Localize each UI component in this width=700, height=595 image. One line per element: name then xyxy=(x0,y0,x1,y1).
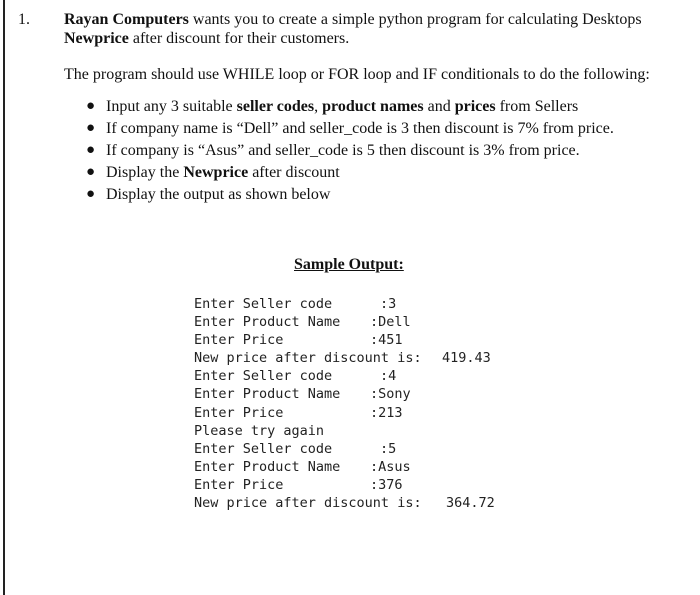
text-run: , xyxy=(314,98,323,115)
console-input-value: :5 xyxy=(380,440,397,457)
console-input-value: :451 xyxy=(370,332,403,349)
bold-text: Rayan Computers xyxy=(64,11,189,28)
requirements-list xyxy=(64,97,664,204)
bullet-icon: ● xyxy=(86,120,96,136)
console-label: Enter Price xyxy=(194,332,284,349)
bold-text: product names xyxy=(322,98,424,115)
text-run: If company name is “Dell” and seller_code is 3 then discount is 7% from price. xyxy=(106,120,614,137)
requirement-item xyxy=(64,119,664,138)
text-run: If company is “Asus” and seller_code is 5 then discount is 3% from price. xyxy=(106,142,580,159)
console-label: Enter Seller code xyxy=(194,296,333,312)
question-intro xyxy=(64,10,664,48)
console-input-value: :213 xyxy=(370,404,403,421)
console-input-value: :Dell xyxy=(370,314,411,331)
question-block xyxy=(18,10,664,207)
console-input-value: :Asus xyxy=(370,458,411,475)
console-result-value: 364.72 xyxy=(446,495,495,512)
text-run: after discount for their customers. xyxy=(128,30,350,47)
text-run: Input any 3 suitable xyxy=(106,98,237,115)
requirement-item xyxy=(64,141,664,160)
text-run: Display the xyxy=(106,164,184,181)
left-border-line xyxy=(3,0,5,595)
requirement-item xyxy=(64,163,664,182)
console-label: Please try again xyxy=(194,422,325,439)
program-instructions: The program should use WHILE loop or FOR loop and IF conditionals to do the following: xyxy=(64,66,650,83)
console-label: Enter Product Name xyxy=(194,458,341,475)
bold-text: prices xyxy=(454,98,496,115)
console-label: Enter Seller code xyxy=(194,440,333,457)
console-input-value: :4 xyxy=(380,368,397,385)
bold-text: seller codes xyxy=(236,98,315,115)
requirement-item xyxy=(64,185,664,204)
console-input-value: :376 xyxy=(370,476,403,493)
text-run: from Sellers xyxy=(495,98,579,115)
text-run: after discount xyxy=(248,164,340,181)
bullet-icon: ● xyxy=(86,186,96,202)
console-label: New price after discount is: xyxy=(194,350,422,367)
bullet-icon: ● xyxy=(86,142,96,158)
text-run: Display the output as shown below xyxy=(106,186,331,203)
console-input-value: :3 xyxy=(380,296,397,312)
question-number: 1. xyxy=(18,11,30,28)
text-run: wants you to create a simple python program for calculating Desktops xyxy=(188,11,642,28)
console-label: Enter Seller code xyxy=(194,368,333,385)
console-label: New price after discount is: xyxy=(194,495,422,512)
console-label: Enter Price xyxy=(194,476,284,493)
text-run: and xyxy=(423,98,455,115)
console-label: Enter Product Name xyxy=(194,386,341,403)
bold-text: Newprice xyxy=(64,30,129,47)
requirement-item xyxy=(64,97,664,116)
console-label: Enter Product Name xyxy=(194,314,341,331)
bullet-icon: ● xyxy=(86,98,96,114)
console-input-value: :Sony xyxy=(370,386,411,403)
bold-text: Newprice xyxy=(183,164,249,181)
console-result-value: 419.43 xyxy=(442,350,491,367)
console-label: Enter Price xyxy=(194,404,284,421)
sample-output-heading: Sample Output: xyxy=(294,256,404,273)
bullet-icon: ● xyxy=(86,164,96,180)
